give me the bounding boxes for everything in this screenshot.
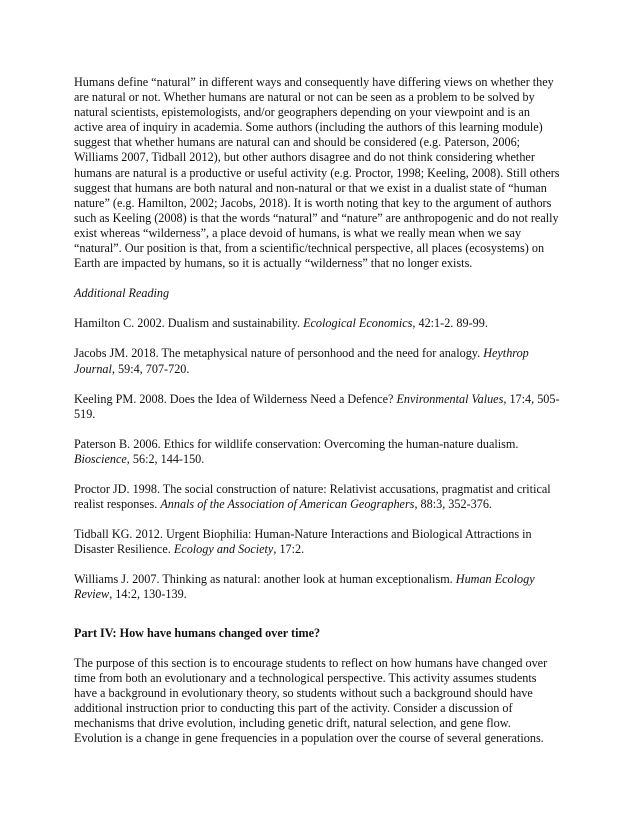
part4-paragraph: The purpose of this section is to encourage students to reflect on how humans have changed over time from both an evolutionary and a technological perspective. This activity assumes students have a background in evolutionary theory, so students without such a background should have additional instruction prior to conducting this part of the activity. Consider a discussion of mechanisms that drive evolution, including genetic drift, natural selection, and gene flow. Evolution is a change in gene frequencies in a population over the course of several generations. — [74, 655, 548, 746]
reference-journal: Heythrop Journal — [74, 346, 529, 376]
reference-item — [74, 572, 560, 602]
reference-text: Paterson B. 2006. Ethics for wildlife conservation: Overcoming the human-nature dualism. — [74, 436, 519, 451]
reference-journal: Human Ecology Review — [74, 572, 535, 602]
reference-details: , 56:2, 144-150. — [126, 451, 205, 466]
intro-paragraph: Humans define “natural” in different ways and consequently have differing views on whether they are natural or not. Whether humans are natural or not can be seen as a problem to be solved by natural scientists, epistemologists, and/or geographers depending on your viewpoint and is an active area of inquiry in academia. Some authors (including the authors of this learning module) suggest that whether humans are natural can and should be considered (e.g. Paterson, 2006; Williams 2007, Tidball 2012), but other authors disagree and do not think considering whether humans are natural is a productive or useful activity (e.g. Proctor, 1998; Keeling, 2008). Still others suggest that humans are both natural and non-natural or that we exist in a dualist state of “human nature” (e.g. Hamilton, 2002; Jacobs, 2018). It is worth noting that key to the argument of authors such as Keeling (2008) is that the words “natural” and “nature” are anthropogenic and do not really exist whereas “wilderness”, a place devoid of humans, is what we really mean when we say “natural”. Our position is that, from a scientific/technical perspective, all places (ecosystems) on Earth are impacted by humans, so it is actually “wilderness” that no longer exists. — [74, 75, 560, 271]
section-title: Part IV: How have humans changed over time? — [74, 625, 321, 640]
document-page — [74, 75, 560, 761]
reference-item — [74, 437, 560, 467]
reference-journal: Environmental Values — [396, 391, 504, 406]
reference-journal: Ecology and Society — [173, 542, 274, 557]
reference-text: Keeling PM. 2008. Does the Idea of Wilderness Need a Defence? — [74, 391, 397, 406]
reference-details: , 14:2, 130-139. — [109, 587, 187, 602]
reference-details: , 17:4, 505-519. — [74, 391, 560, 421]
reference-text: Williams J. 2007. Thinking as natural: another look at human exceptionalism. — [74, 572, 456, 587]
reference-details: , 17:2. — [273, 542, 305, 557]
reference-details: , 59:4, 707-720. — [111, 361, 190, 376]
additional-reading-heading: Additional Reading — [74, 286, 170, 301]
reference-text: Jacobs JM. 2018. The metaphysical nature of personhood and the need for analogy. — [74, 346, 484, 361]
reference-details: , 88:3, 352-376. — [414, 497, 492, 512]
reference-item — [74, 482, 560, 512]
reference-item — [74, 527, 560, 557]
reference-text: Tidball KG. 2012. Urgent Biophilia: Human-Nature Interactions and Biological Attractions in Disaster Resilience. — [74, 527, 532, 557]
reference-journal: Annals of the Association of American Geographers — [160, 497, 415, 512]
reference-list — [74, 316, 560, 602]
reference-journal: Ecological Economics — [303, 316, 413, 331]
reference-item — [74, 392, 560, 422]
reference-journal: Bioscience — [74, 451, 127, 466]
reference-item — [74, 346, 560, 376]
reference-details: , 42:1-2. 89-99. — [412, 316, 488, 331]
reference-text: Hamilton C. 2002. Dualism and sustainability. — [74, 316, 304, 331]
reference-text: Proctor JD. 1998. The social construction of nature: Relativist accusations, pragmatist and critical realist responses. — [74, 481, 551, 512]
reference-item — [74, 316, 560, 331]
